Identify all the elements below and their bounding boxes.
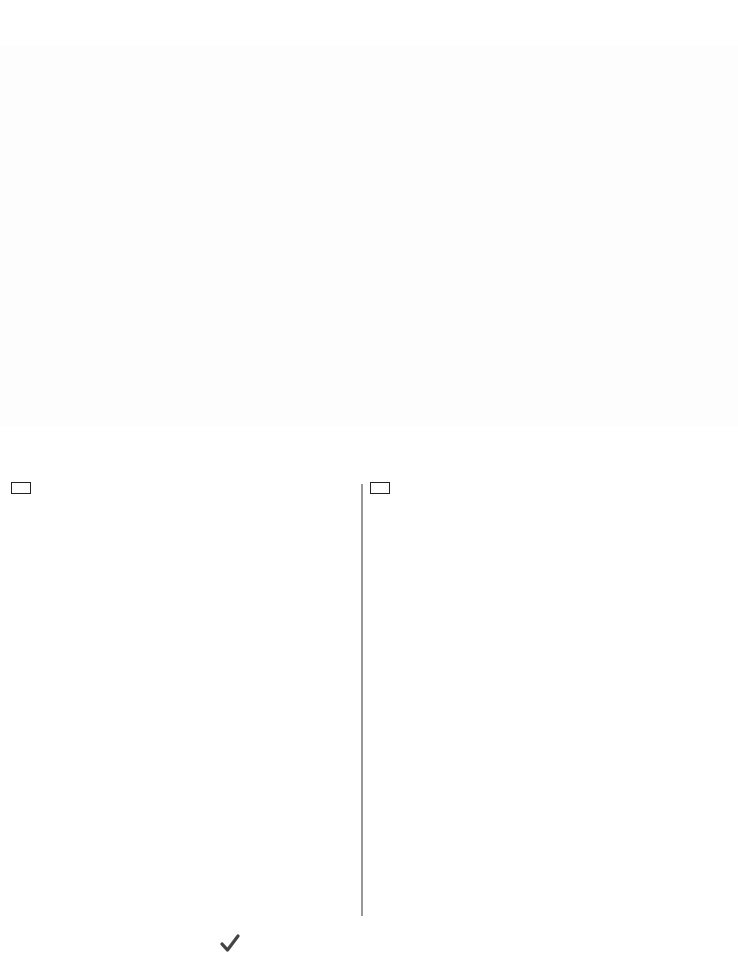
time-models-box	[370, 482, 390, 494]
severity-models-box	[11, 482, 31, 494]
legend	[220, 934, 240, 955]
panel-divider	[361, 484, 363, 916]
check-icon	[220, 934, 240, 952]
sample-collection-panel	[0, 46, 738, 426]
